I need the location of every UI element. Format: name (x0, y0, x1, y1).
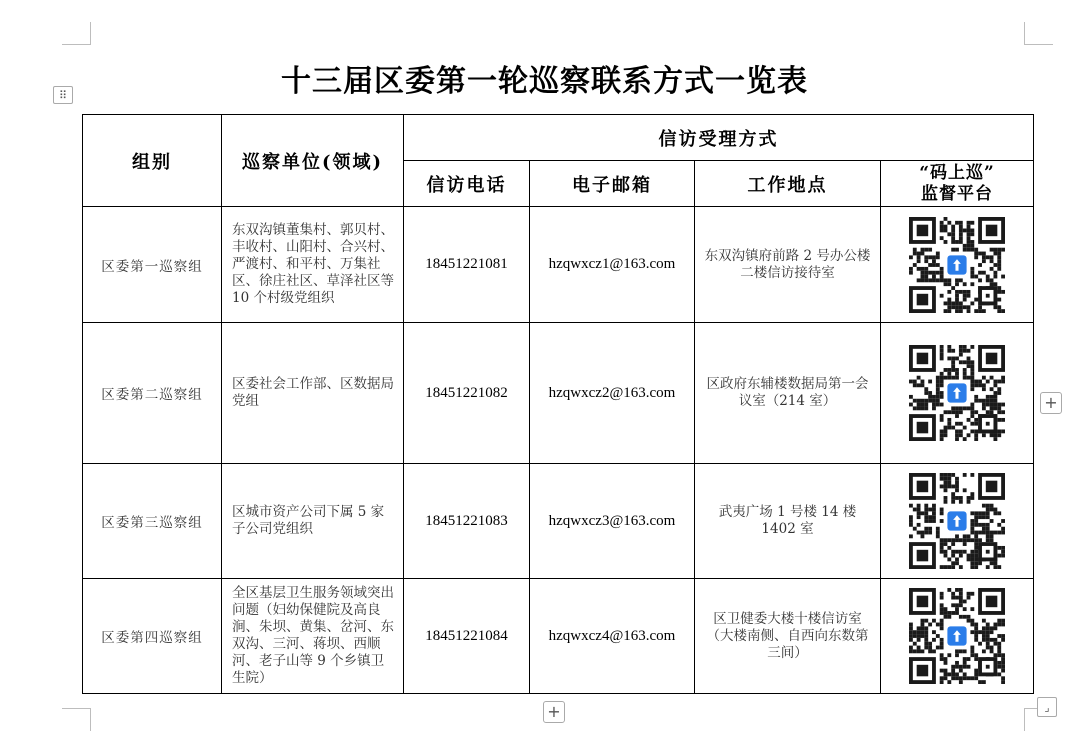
add-column-button[interactable] (1040, 392, 1062, 414)
table-row (83, 579, 1034, 694)
cell-email: hzqwxcz3@163.com (530, 464, 695, 579)
cell-email: hzqwxcz4@163.com (530, 579, 695, 694)
qr-code-icon[interactable] (909, 588, 1005, 684)
cell-unit: 区委社会工作部、区数据局党组 (222, 323, 404, 464)
header-platform (881, 161, 1034, 207)
header-contact-methods: 信访受理方式 (404, 115, 1034, 161)
plus-icon: + (547, 702, 561, 721)
cell-group: 区委第二巡察组 (83, 323, 222, 464)
resize-icon: ⌟ (1044, 700, 1050, 714)
contact-table (82, 114, 1034, 694)
header-unit: 巡察单位(领域) (222, 115, 404, 207)
cell-qr (881, 579, 1034, 694)
qr-code-icon[interactable] (909, 473, 1005, 569)
qr-code-icon[interactable] (909, 217, 1005, 313)
table-resize-handle[interactable] (1037, 697, 1057, 717)
cell-unit: 东双沟镇董集村、郭贝村、丰收村、山阳村、合兴村、严渡村、和平村、万集社区、徐庄社区、草泽社区等 10 个村级党组织 (222, 207, 404, 323)
cell-group: 区委第三巡察组 (83, 464, 222, 579)
cell-unit: 全区基层卫生服务领域突出问题（妇幼保健院及高良涧、朱坝、黄集、岔河、东双沟、三河、蒋坝、西顺河、老子山等 9 个乡镇卫生院） (222, 579, 404, 694)
add-row-button[interactable] (543, 701, 565, 723)
cell-phone: 18451221082 (404, 323, 530, 464)
header-group: 组别 (83, 115, 222, 207)
header-email: 电子邮箱 (530, 161, 695, 207)
cell-qr (881, 464, 1034, 579)
cell-group: 区委第四巡察组 (83, 579, 222, 694)
cell-phone: 18451221081 (404, 207, 530, 323)
header-platform-line1: “码上巡” (919, 162, 995, 183)
header-location: 工作地点 (695, 161, 881, 207)
header-phone: 信访电话 (404, 161, 530, 207)
cell-phone: 18451221083 (404, 464, 530, 579)
table-row (83, 323, 1034, 464)
page-corner-mark-top-right (1024, 22, 1053, 45)
cell-unit: 区城市资产公司下属 5 家子公司党组织 (222, 464, 404, 579)
cell-email: hzqwxcz2@163.com (530, 323, 695, 464)
table-row (83, 464, 1034, 579)
cell-qr (881, 207, 1034, 323)
header-row-top (83, 115, 1034, 161)
cell-location: 区卫健委大楼十楼信访室（大楼南侧、自西向东数第三间） (695, 579, 881, 694)
qr-code-icon[interactable] (909, 345, 1005, 441)
table-row (83, 207, 1034, 323)
header-platform-line2: 监督平台 (921, 183, 993, 204)
page-corner-mark-top-left (62, 22, 91, 45)
table-move-handle-icon[interactable]: ⠿ (53, 86, 73, 104)
cell-location: 东双沟镇府前路 2 号办公楼二楼信访接待室 (695, 207, 881, 323)
cell-location: 武夷广场 1 号楼 14 楼 1402 室 (695, 464, 881, 579)
cell-location: 区政府东辅楼数据局第一会议室（214 室） (695, 323, 881, 464)
cell-email: hzqwxcz1@163.com (530, 207, 695, 323)
page-corner-mark-bottom-left (62, 708, 91, 731)
cell-phone: 18451221084 (404, 579, 530, 694)
document-title: 十三届区委第一轮巡察联系方式一览表 (281, 64, 808, 99)
cell-group: 区委第一巡察组 (83, 207, 222, 323)
cell-qr (881, 323, 1034, 464)
plus-icon: + (1044, 393, 1058, 412)
